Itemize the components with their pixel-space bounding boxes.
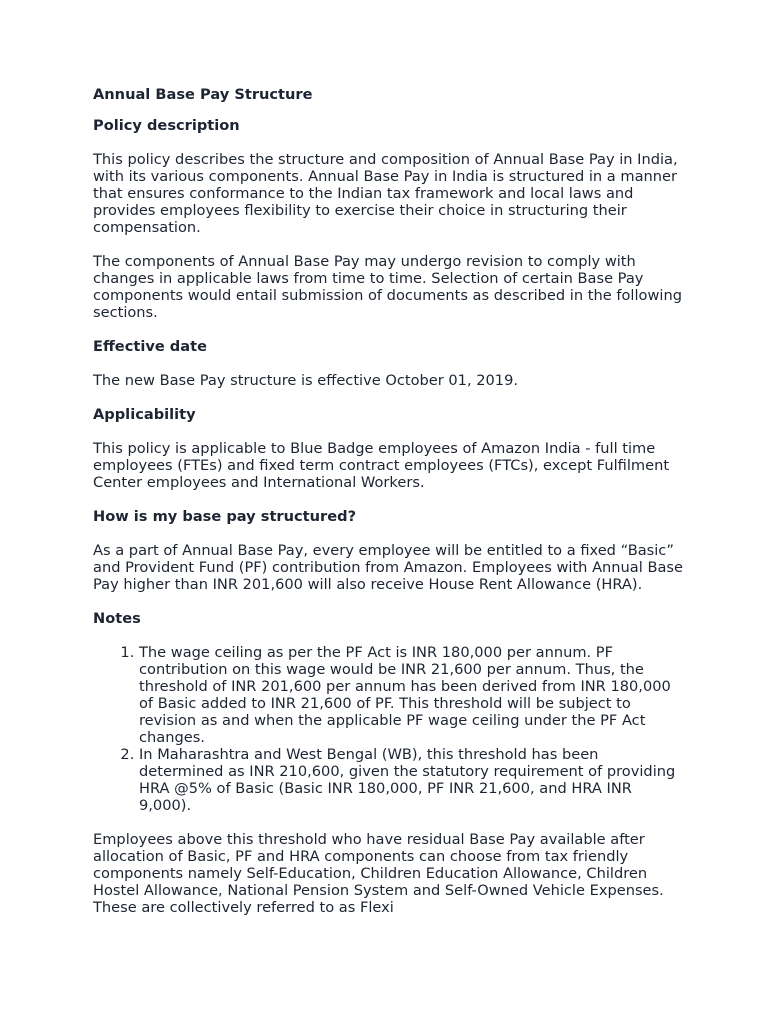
policy-description-paragraph-1: This policy describes the structure and composition of Annual Base Pay in India, with its various components. Annual Base Pay in India is structured in a manner that ensures conformance to the Indian tax framework and local laws and provides employees flexibility to exercise their choice in structuring their compensation. xyxy=(93,151,678,236)
applicability-heading: Applicability xyxy=(93,406,196,423)
note-item: 2. In Maharashtra and West Bengal (WB), this threshold has been determined as INR 210,600, given the statutory requirement of providing HRA @5% of Basic (Basic INR 180,000, PF INR 21,600, and HRA INR 9,000). xyxy=(139,746,683,814)
applicability-paragraph: This policy is applicable to Blue Badge employees of Amazon India - full time employees (FTEs) and fixed term contract employees (FTCs), except Fulfilment Center employees and International Workers. xyxy=(93,440,670,491)
effective-date-heading: Effective date xyxy=(93,338,207,355)
effective-date-paragraph: The new Base Pay structure is effective October 01, 2019. xyxy=(93,372,519,389)
policy-description-paragraph-2: The components of Annual Base Pay may undergo revision to comply with changes in applicable laws from time to time. Selection of certain Base Pay components would entail submission of documents as described in the following sections. xyxy=(93,253,682,321)
note-item: 1. The wage ceiling as per the PF Act is INR 180,000 per annum. PF contribution on this wage would be INR 21,600 per annum. Thus, the threshold of INR 201,600 per annum has been derived from INR 180,000 of Basic added to INR 21,600 of PF. This threshold will be subject to revision as and when the applicable PF wage ceiling under the PF Act changes. xyxy=(139,644,683,746)
notes-list xyxy=(93,644,683,814)
notes-heading: Notes xyxy=(93,610,141,627)
base-pay-structure-paragraph: As a part of Annual Base Pay, every employee will be entitled to a fixed “Basic” and Provident Fund (PF) contribution from Amazon. Employees with Annual Base Pay higher than INR 201,600 will also receive House Rent Allowance (HRA). xyxy=(93,542,683,593)
policy-description-heading: Policy description xyxy=(93,117,240,134)
base-pay-structure-heading: How is my base pay structured? xyxy=(93,508,357,525)
document-page xyxy=(93,86,683,933)
document-title: Annual Base Pay Structure xyxy=(93,86,313,103)
flexi-components-paragraph: Employees above this threshold who have residual Base Pay available after allocation of Basic, PF and HRA components can choose from tax friendly components namely Self-Education, Children Education Allowance, Children Hostel Allowance, National Pension System and Self-Owned Vehicle Expenses. These are collectively referred to as Flexi xyxy=(93,831,664,916)
